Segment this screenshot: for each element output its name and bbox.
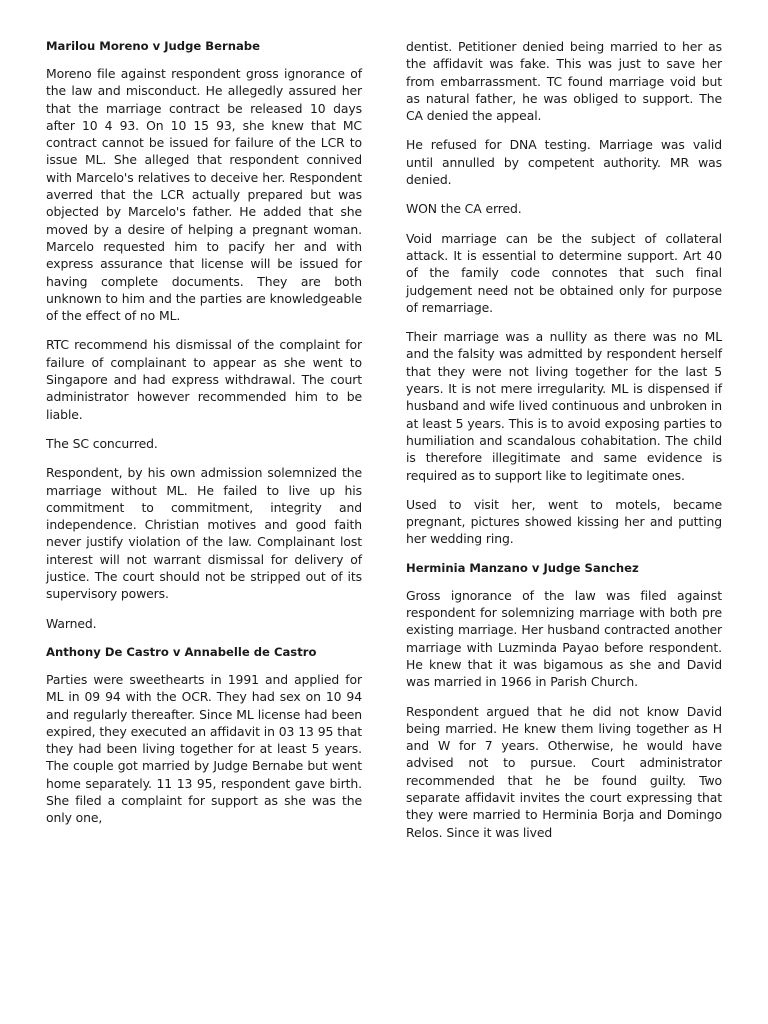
paragraph: Parties were sweethearts in 1991 and applied for ML in 09 94 with the OCR. They had sex on 10 94 and regularly thereafter. Since ML license had been expired, they executed an affidavit in 03 13 95 that they had been living together for at least 5 years. The couple got married by Judge Bernabe but went home separately. 11 13 95, respondent gave birth. She filed a complaint for support as she was the only one,	[46, 671, 362, 826]
paragraph: Void marriage can be the subject of collateral attack. It is essential to determine support. Art 40 of the family code connotes that such final judgement need not be obtained only for purpose of remarriage.	[406, 230, 722, 315]
paragraph: Moreno file against respondent gross ignorance of the law and misconduct. He allegedly assured her that the marriage contract be released 10 days after 10 4 93. On 10 15 93, she knew that MC contract cannot be issued for failure of the LCR to issue ML. She alleged that respondent connived with Marcelo's relatives to deceive her. Respondent averred that the LCR actually prepared but was objected by Marcelo's father. He added that she moved by a desire of helping a pregnant woman. Marcelo requested him to pacify her and with express assurance that license will be issued for having complete documents. They are both unknown to him and the parties are knowledgeable of the effect of no ML.	[46, 66, 362, 324]
paragraph: Their marriage was a nullity as there was no ML and the falsity was admitted by respondent herself that they were not living together for the last 5 years. It is not mere irregularity. ML is dispensed if husband and wife lived continuous and unbroken in at least 5 years. This is to avoid exposing parties to humiliation and scandalous cohabitation. The child is therefore illegitimate and same evidence is required as to support like to legitimate ones.	[406, 329, 722, 483]
case-title-de-castro-v-de-castro: Anthony De Castro v Annabelle de Castro	[46, 644, 317, 659]
right-column	[406, 38, 722, 853]
case-title-manzano-v-sanchez: Herminia Manzano v Judge Sanchez	[406, 560, 639, 575]
paragraph: He refused for DNA testing. Marriage was valid until annulled by competent authority. MR was denied.	[406, 137, 722, 188]
paragraph: Warned.	[46, 615, 97, 631]
paragraph: RTC recommend his dismissal of the complaint for failure of complainant to appear as she went to Singapore and had express withdrawal. The court administrator however recommended him to be liable.	[46, 337, 362, 422]
paragraph: Used to visit her, went to motels, became pregnant, pictures showed kissing her and putting her wedding ring.	[406, 496, 722, 547]
paragraph: Respondent argued that he did not know David being married. He knew them living together as H and W for 7 years. Otherwise, he would have advised not to pursue. Court administrator recommended that he be found guilty. Two separate affidavit invites the court expressing that they were married to Herminia Borja and Domingo Relos. Since it was lived	[406, 703, 722, 840]
left-column	[46, 38, 362, 839]
paragraph: The SC concurred.	[46, 435, 158, 451]
paragraph: WON the CA erred.	[406, 201, 522, 217]
case-title-moreno-v-bernabe: Marilou Moreno v Judge Bernabe	[46, 39, 260, 53]
paragraph: Gross ignorance of the law was filed against respondent for solemnizing marriage with both pre existing marriage. Her husband contracted another marriage with Luzminda Payao before respondent. He knew that it was bigamous as she and David was married in 1966 in Parish Church.	[406, 587, 722, 690]
paragraph: dentist. Petitioner denied being married to her as the affidavit was fake. This was just to save her from embarrassment. TC found marriage void but as natural father, he was obliged to support. The CA denied the appeal.	[406, 39, 722, 124]
paragraph: Respondent, by his own admission solemnized the marriage without ML. He failed to live up his commitment to commitment, integrity and independence. Christian motives and good faith never justify violation of the law. Complainant lost interest will not warrant dismissal for delivery of justice. The court should not be stripped out of its supervisory powers.	[46, 465, 362, 602]
